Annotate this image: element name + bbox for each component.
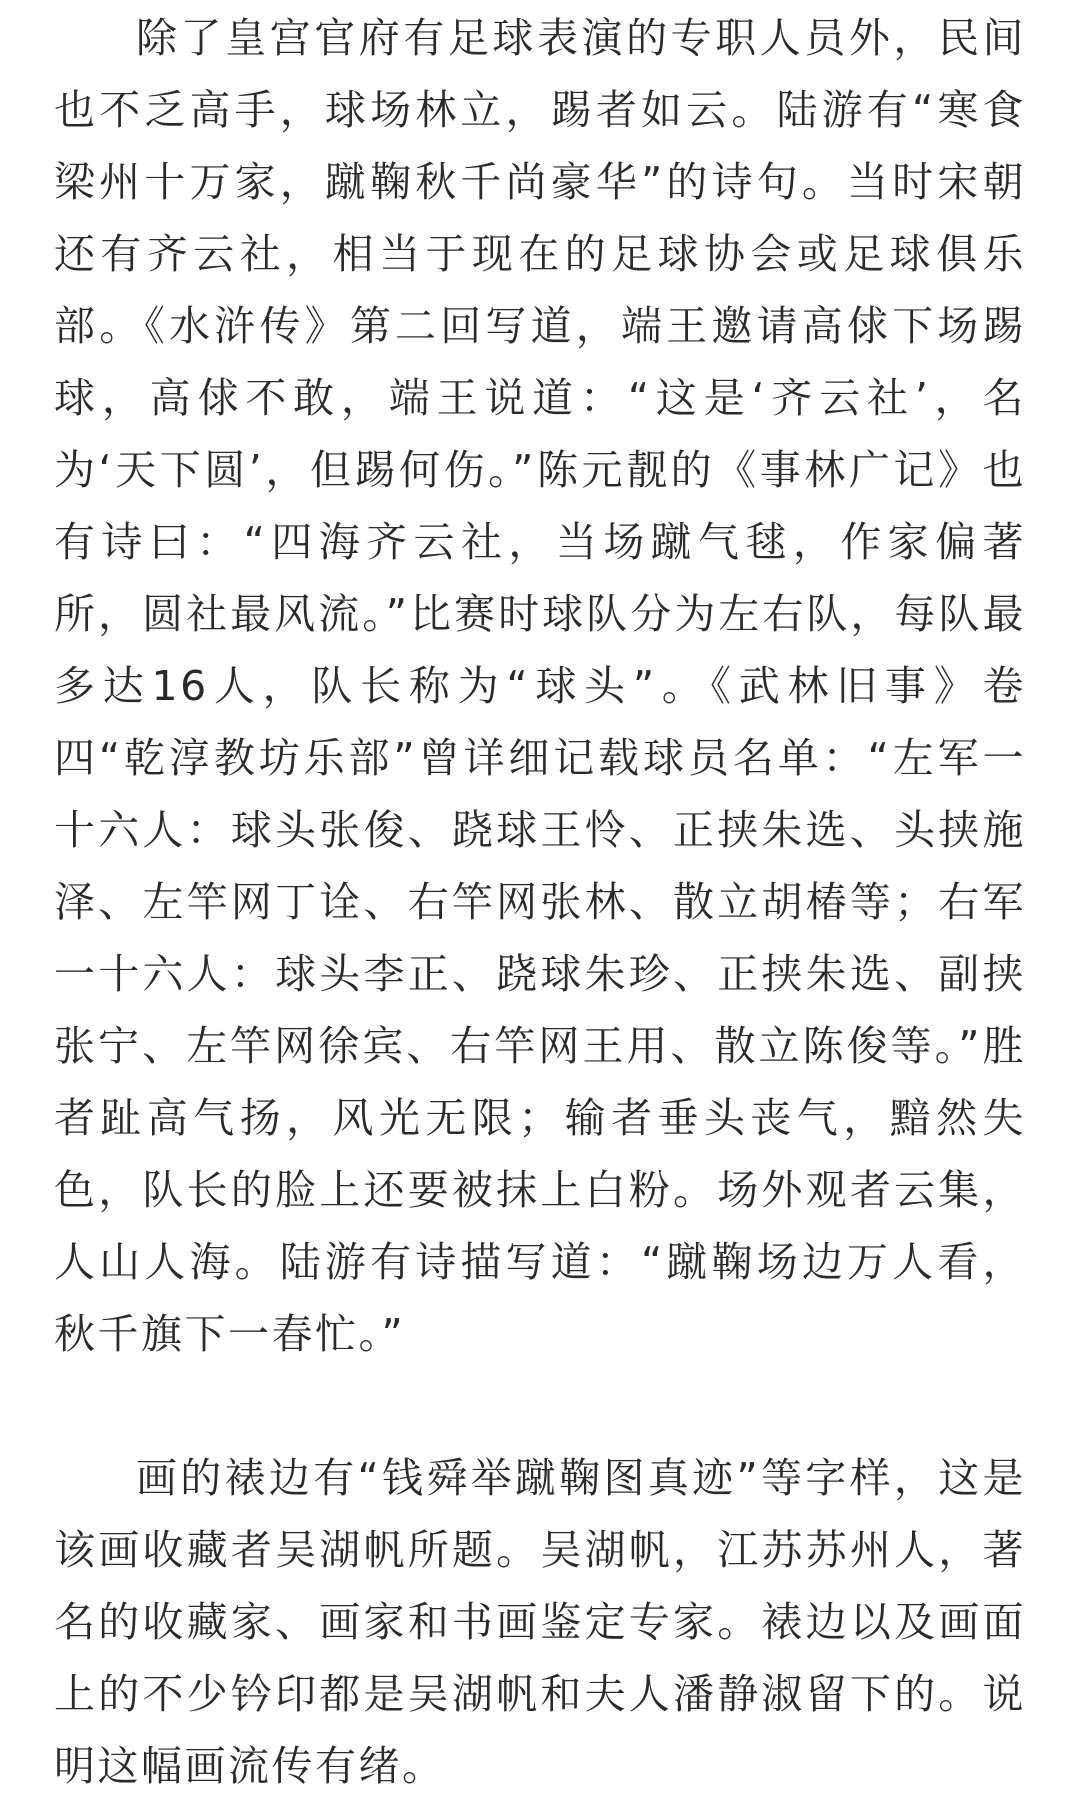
article-body bbox=[54, 2, 1026, 1802]
paragraph-painting-mounting: 画的裱边有“钱舜举蹴鞠图真迹”等字样，这是该画收藏者吴湖帆所题。吴湖帆，江苏苏州人，著名的收藏家、画家和书画鉴定专家。裱边以及画面上的不少钤印都是吴湖帆和夫人潘静淑留下的。说明这幅画流传有绪。 bbox=[54, 1454, 1026, 1790]
paragraph-cuju-history: 除了皇宫官府有足球表演的专职人员外，民间也不乏高手，球场林立，踢者如云。陆游有“寒食梁州十万家，蹴鞠秋千尚豪华”的诗句。当时宋朝还有齐云社，相当于现在的足球协会或足球俱乐部。《水浒传》第二回写道，端王邀请高俅下场踢球，高俅不敢，端王说道：“这是‘齐云社’，名为‘天下圆’，但踢何伤。”陈元靓的《事林广记》也有诗曰：“四海齐云社，当场蹴气毬，作家偏著所，圆社最风流。”比赛时球队分为左右队，每队最多达16人，队长称为“球头”。《武林旧事》卷四“乾淳教坊乐部”曾详细记载球员名单：“左军一十六人：球头张俊、跷球王怜、正挟朱选、头挟施泽、左竿网丁诠、右竿网张林、散立胡椿等；右军一十六人：球头李正、跷球朱珍、正挟朱选、副挟张宁、左竿网徐宾、右竿网王用、散立陈俊等。”胜者趾高气扬，风光无限；输者垂头丧气，黯然失色，队长的脸上还要被抹上白粉。场外观者云集，人山人海。陆游有诗描写道：“蹴鞠场边万人看，秋千旗下一春忙。” bbox=[54, 14, 1026, 1358]
